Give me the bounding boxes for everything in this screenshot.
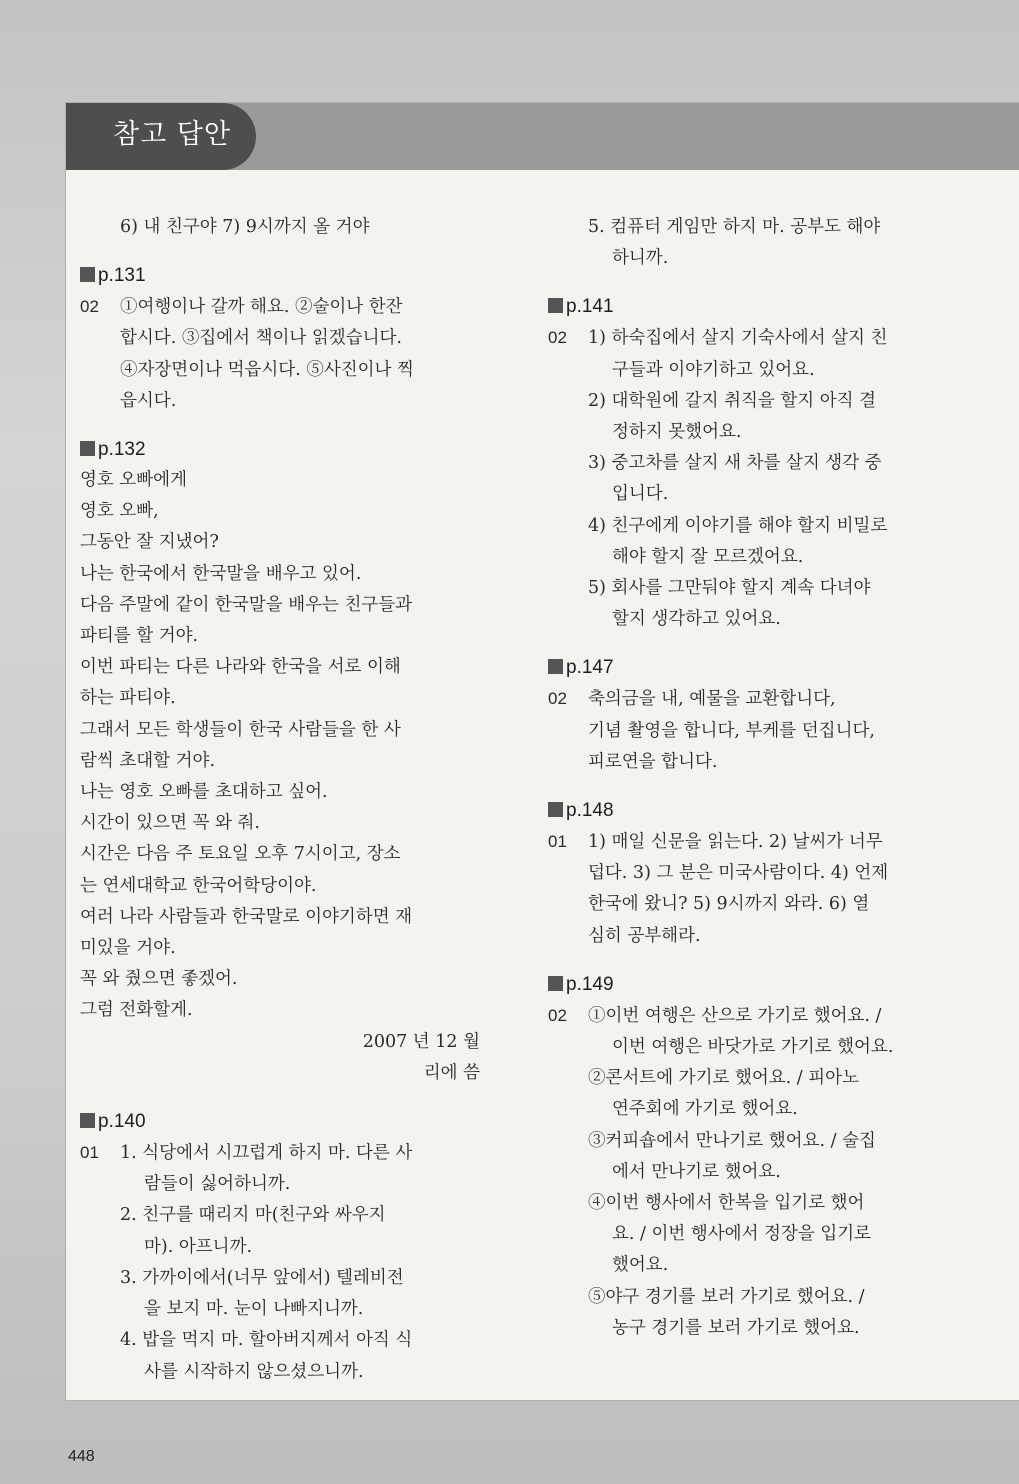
letter-line: 그럼 전화할게. [80, 1000, 193, 1021]
left-column [80, 212, 480, 1406]
answer-line: 마). 아프니까. [144, 1236, 253, 1257]
section-title: p.131 [98, 265, 146, 287]
letter-line: 영호 오빠, [80, 501, 159, 522]
answer-line: 하니까. [612, 248, 669, 269]
answer-line: 5) 회사를 그만둬야 할지 계속 다녀야 [588, 578, 871, 599]
answer-line: 에서 만나기로 했어요. [612, 1161, 781, 1182]
answer-line: 축의금을 내, 예물을 교환합니다, [588, 689, 836, 710]
square-bullet-icon [80, 267, 95, 282]
answer-line: ②콘서트에 가기로 했어요. / 피아노 [588, 1068, 859, 1089]
section-title: p.147 [566, 657, 614, 679]
letter-signature: 리에 씀 [423, 1062, 480, 1083]
answer-line: 읍시다. [120, 390, 177, 411]
question-number: 01 [80, 1143, 99, 1163]
question-number: 02 [548, 1005, 567, 1025]
question-number: 02 [548, 689, 567, 709]
page-title: 참고 답안 [113, 119, 231, 150]
letter-line: 그래서 모든 학생들이 한국 사람들을 한 사 [80, 719, 401, 740]
letter-line: 시간은 다음 주 토요일 오후 7시이고, 장소 [80, 844, 401, 865]
answer-line: 3) 중고차를 살지 새 차를 살지 생각 중 [588, 453, 882, 474]
answer-line: ⑤야구 경기를 보러 가기로 했어요. / [588, 1286, 865, 1307]
answer-line: 연주회에 가기로 했어요. [612, 1099, 798, 1120]
answer-line: 4. 밥을 먹지 마. 할아버지께서 아직 식 [120, 1330, 413, 1351]
section-title: p.132 [98, 439, 146, 461]
answer-line: 농구 경기를 보러 가기로 했어요. [612, 1317, 860, 1338]
letter-line: 꼭 와 줬으면 좋겠어. [80, 969, 238, 990]
answer-line: 1) 매일 신문을 읽는다. 2) 날씨가 너무 [588, 832, 883, 853]
answer-line: 피로연을 합니다. [588, 751, 718, 772]
section-p147 [548, 653, 948, 778]
letter-line: 여러 나라 사람들과 한국말로 이야기하면 재 [80, 906, 413, 927]
letter-line: 파티를 할 거야. [80, 626, 199, 647]
section-p131 [80, 261, 480, 417]
answer-line: ①여행이나 갈까 해요. ②술이나 한잔 [120, 297, 403, 318]
answer-line: 덥다. 3) 그 분은 미국사람이다. 4) 언제 [588, 863, 889, 884]
answer-line: 6) 내 친구야 7) 9시까지 올 거야 [120, 217, 370, 237]
page-number: 448 [68, 1448, 95, 1465]
answer-line: ④이번 행사에서 한복을 입기로 했어 [588, 1193, 865, 1214]
answer-line: ④자장면이나 먹읍시다. ⑤사진이나 찍 [120, 359, 414, 380]
answer-line: 심히 공부해라. [588, 925, 701, 946]
letter-line: 미있을 거야. [80, 938, 176, 959]
answer-line: 한국에 왔니? 5) 9시까지 와라. 6) 열 [588, 894, 870, 915]
answer-line: 1) 하숙집에서 살지 기숙사에서 살지 친 [588, 328, 888, 349]
answer-line: 람들이 싫어하니까. [144, 1174, 291, 1195]
answer-line: ①이번 여행은 산으로 가기로 했어요. / [588, 1005, 882, 1026]
section-title: p.148 [566, 800, 614, 822]
section-p149 [548, 970, 948, 1344]
answer-line: 1. 식당에서 시끄럽게 하지 마. 다른 사 [120, 1143, 413, 1164]
square-bullet-icon [80, 1113, 95, 1128]
letter-line: 영호 오빠에게 [80, 470, 187, 491]
letter-line: 는 연세대학교 한국어학당이야. [80, 875, 317, 896]
answer-line: 5. 컴퓨터 게임만 하지 마. 공부도 해야 [588, 217, 881, 237]
letter-line: 그동안 잘 지냈어? [80, 532, 219, 553]
letter-line: 다음 주말에 같이 한국말을 배우는 친구들과 [80, 594, 413, 615]
section-p140 [80, 1107, 480, 1388]
answer-line: 을 보지 마. 눈이 나빠지니까. [144, 1299, 364, 1320]
letter-line: 하는 파티야. [80, 688, 176, 709]
section-title: p.141 [566, 296, 614, 318]
letter-line: 람씩 초대할 거야. [80, 750, 216, 771]
letter-line: 이번 파티는 다른 나라와 한국을 서로 이해 [80, 657, 401, 678]
answer-line: 4) 친구에게 이야기를 해야 할지 비밀로 [588, 515, 888, 536]
answer-line: 정하지 못했어요. [612, 422, 742, 443]
right-column [548, 212, 948, 1362]
continued-answers [548, 212, 948, 274]
answer-line: 합시다. ③집에서 책이나 읽겠습니다. [120, 328, 402, 349]
section-title: p.140 [98, 1111, 146, 1133]
answer-line: 요. / 이번 행사에서 정장을 입기로 [612, 1224, 872, 1245]
square-bullet-icon [548, 298, 563, 313]
question-number: 01 [548, 832, 567, 852]
letter-line: 나는 한국에서 한국말을 배우고 있어. [80, 563, 362, 584]
square-bullet-icon [548, 802, 563, 817]
answer-line: 사를 시작하지 않으셨으니까. [144, 1361, 364, 1382]
section-title: p.149 [566, 973, 614, 995]
question-number: 02 [80, 297, 99, 317]
answer-line: 2) 대학원에 갈지 취직을 할지 아직 결 [588, 390, 877, 411]
answer-line: 기념 촬영을 합니다, 부케를 던집니다, [588, 720, 875, 741]
square-bullet-icon [80, 441, 95, 456]
letter-date: 2007 년 12 월 [362, 1031, 480, 1052]
answer-line: 구들과 이야기하고 있어요. [612, 359, 815, 380]
section-p141 [548, 292, 948, 635]
answer-line: 했어요. [612, 1255, 669, 1276]
square-bullet-icon [548, 659, 563, 674]
continued-answers [80, 212, 480, 243]
answer-line: 해야 할지 잘 모르겠어요. [612, 546, 804, 567]
letter-line: 시간이 있으면 꼭 와 줘. [80, 813, 260, 834]
answer-line: 이번 여행은 바닷가로 가기로 했어요. [612, 1037, 894, 1058]
answer-line: 입니다. [612, 484, 669, 505]
answer-line: 할지 생각하고 있어요. [612, 609, 781, 630]
answer-line: 2. 친구를 때리지 마(친구와 싸우지 [120, 1205, 386, 1226]
section-p132 [80, 435, 480, 1089]
square-bullet-icon [548, 976, 563, 991]
letter-line: 나는 영호 오빠를 초대하고 싶어. [80, 782, 328, 803]
question-number: 02 [548, 328, 567, 348]
answer-line: ③커피숍에서 만나기로 했어요. / 술집 [588, 1130, 876, 1151]
section-p148 [548, 796, 948, 952]
answer-line: 3. 가까이에서(너무 앞에서) 텔레비전 [120, 1267, 404, 1288]
